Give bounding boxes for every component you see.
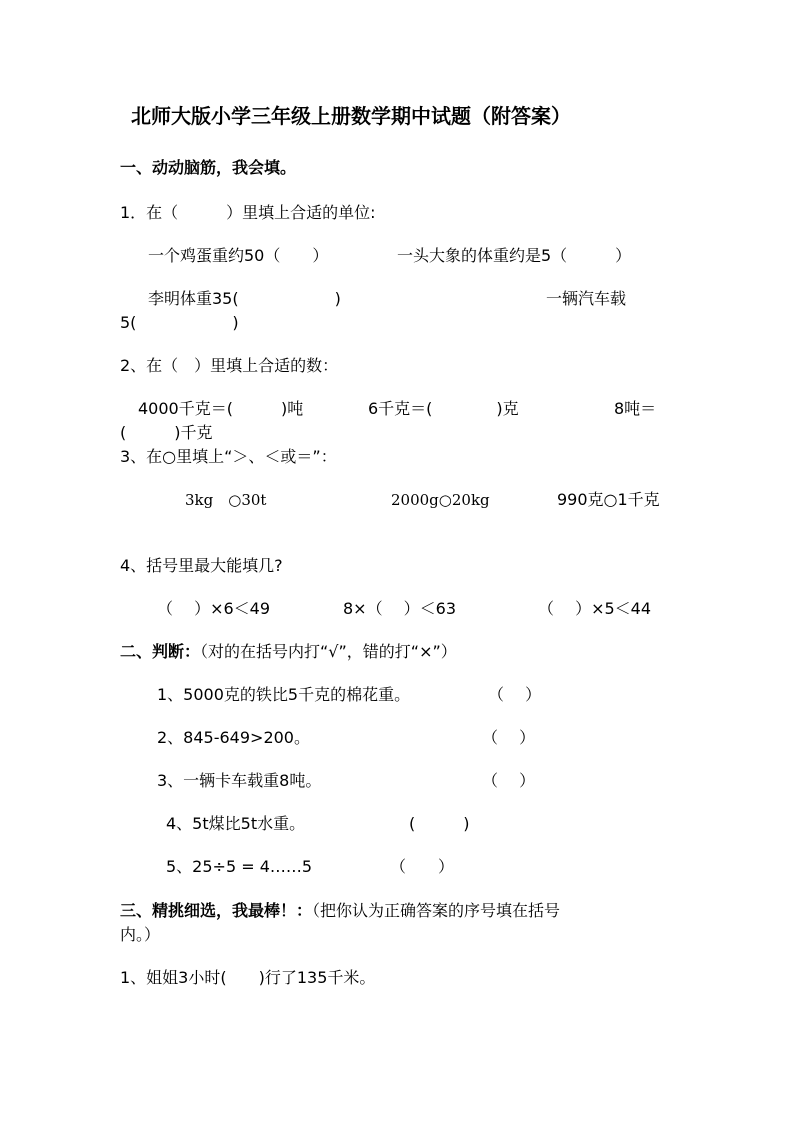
question-4b: 8×（ ）＜63 xyxy=(343,599,457,618)
section-2-heading-row xyxy=(120,642,457,662)
judge-blank-2: （ ） xyxy=(482,728,536,747)
question-2c-line2: ( )千克 xyxy=(120,423,213,442)
question-3c: 990克○1千克 xyxy=(557,490,660,509)
judge-item-2: 2、845-649>200。 xyxy=(157,728,310,747)
question-1-prompt: 1．在（ ）里填上合适的单位: xyxy=(120,203,376,222)
section-2-note: （对的在括号内打“√”，错的打“×”） xyxy=(200,642,457,661)
question-3-prompt: 3、在○里填上“＞、＜或＝”： xyxy=(120,447,337,466)
question-1a: 一个鸡蛋重约50（ ） xyxy=(148,246,329,265)
section-3-heading-row xyxy=(120,901,560,921)
section-3-heading: 三、精挑细选，我最棒！： xyxy=(120,901,313,920)
page-title: 北师大版小学三年级上册数学期中试题（附答案） xyxy=(131,104,571,128)
question-4c: （ ）×5＜44 xyxy=(538,599,652,618)
section-1-heading: 一、动动脑筋，我会填。 xyxy=(120,158,297,177)
section-3-note: （把你认为正确答案的序号填在括号 xyxy=(312,901,561,920)
choice-question-1: 1、姐姐3小时( )行了135千米。 xyxy=(120,968,376,987)
judge-blank-5: （ ） xyxy=(390,857,455,876)
judge-blank-3: （ ） xyxy=(482,771,536,790)
question-1c: 李明体重35( ) xyxy=(148,289,341,308)
question-3a: 3kg ○30t xyxy=(185,491,267,509)
judge-item-3: 3、一辆卡车载重8吨。 xyxy=(157,771,322,790)
section-3-note-line2: 内。） xyxy=(120,925,161,944)
question-2a: 4000千克＝( )吨 xyxy=(138,399,304,418)
judge-item-4: 4、5t煤比5t水重。 xyxy=(166,814,306,833)
question-2b: 6千克＝( )克 xyxy=(368,399,519,418)
question-4-prompt: 4、括号里最大能填几? xyxy=(120,556,283,575)
question-3b: 2000g○20kg xyxy=(391,491,490,509)
question-1d-line2: 5( ) xyxy=(120,313,239,332)
judge-item-5: 5、25÷5 = 4……5 xyxy=(166,857,313,876)
question-1b: 一头大象的体重约是5（ ） xyxy=(397,246,632,265)
question-2c-line1: 8吨＝ xyxy=(614,399,657,418)
question-4a: （ ）×6＜49 xyxy=(157,599,271,618)
judge-item-1: 1、5000克的铁比5千克的棉花重。 xyxy=(157,685,411,704)
section-2-heading: 二、判断： xyxy=(120,642,201,661)
question-1d-line1: 一辆汽车载 xyxy=(546,289,627,308)
judge-blank-1: （ ） xyxy=(488,685,542,704)
question-2-prompt: 2、在（ ）里填上合适的数： xyxy=(120,356,339,375)
judge-blank-4: ( ) xyxy=(409,814,470,833)
